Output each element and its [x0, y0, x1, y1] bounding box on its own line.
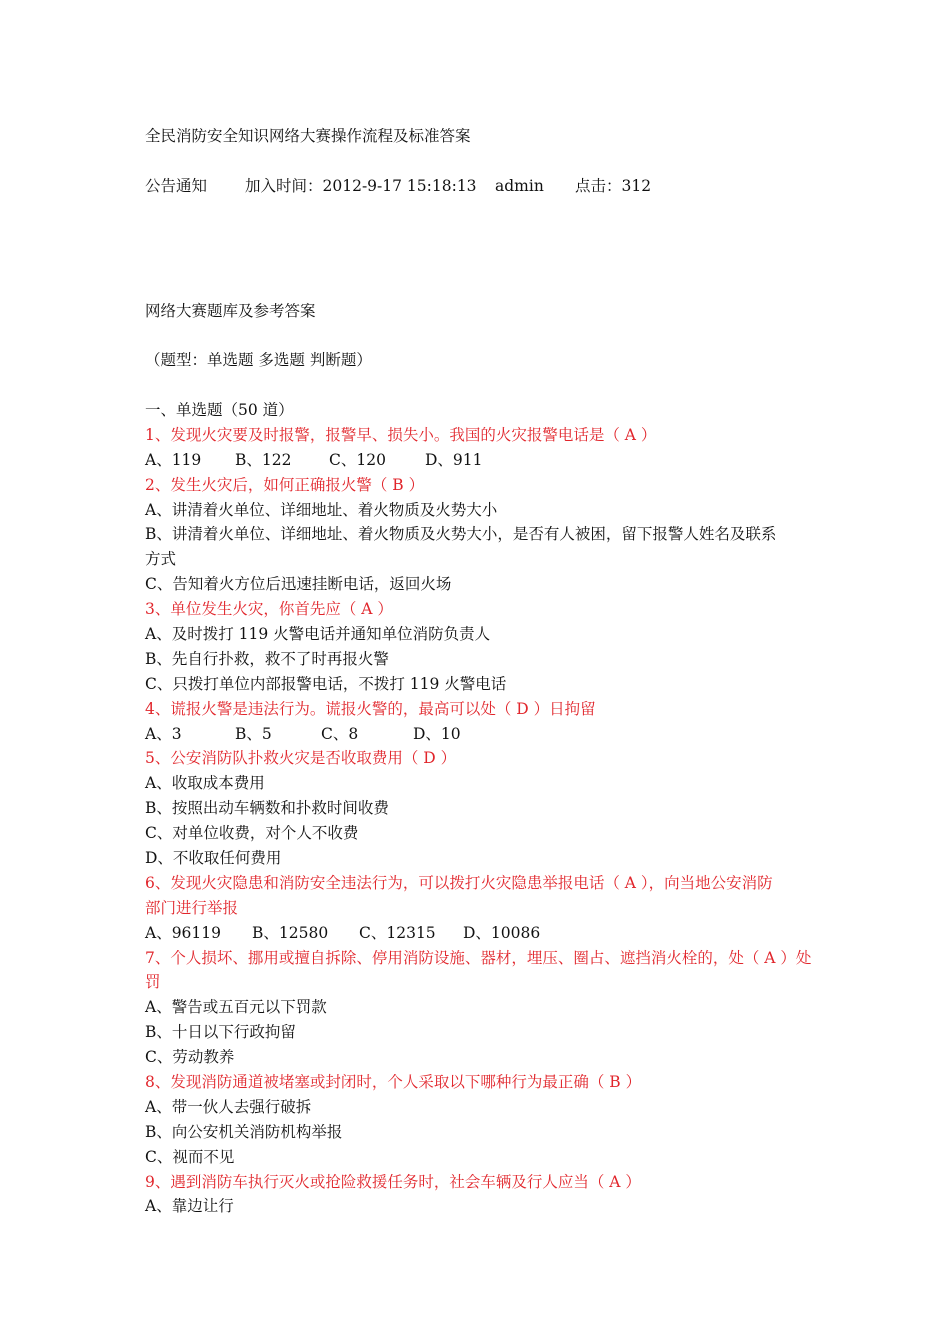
question-bank-title: 网络大赛题库及参考答案: [145, 302, 316, 320]
question-5-option: B、按照出动车辆数和扑救时间收费: [145, 799, 389, 817]
option: D、10: [413, 725, 461, 743]
question-7-option: B、十日以下行政拘留: [145, 1023, 296, 1041]
question-5: 5、公安消防队扑救火灾是否收取费用（ D ）: [145, 749, 457, 767]
article-meta: [145, 174, 651, 198]
question-5-option: C、对单位收费，对个人不收费: [145, 824, 359, 842]
question-5-option: A、收取成本费用: [145, 774, 265, 792]
question-8-option: A、带一伙人去强行破拆: [145, 1098, 312, 1116]
question-3: 3、单位发生火灾，你首先应（ A ）: [145, 600, 393, 618]
meta-added-time: 加入时间：2012-9-17 15:18:13: [245, 177, 477, 195]
meta-category: 公告通知: [145, 177, 208, 195]
question-3-option: A、及时拨打 119 火警电话并通知单位消防负责人: [145, 625, 491, 643]
question-1-options: [145, 448, 483, 472]
question-2-option: B、讲清着火单位、详细地址、着火物质及火势大小，是否有人被困，留下报警人姓名及联系: [145, 525, 777, 543]
question-6-options: [145, 921, 540, 945]
question-7: 7、个人损坏、挪用或擅自拆除、停用消防设施、器材，埋压、圈占、遮挡消火栓的，处（ A ）处: [145, 949, 812, 967]
meta-clicks: 点击：312: [575, 177, 652, 195]
meta-author: admin: [495, 177, 544, 195]
question-3-option: B、先自行扑救，救不了时再报火警: [145, 650, 389, 668]
question-6: 6、发现火灾隐患和消防安全违法行为，可以拨打火灾隐患举报电话（ A ），向当地公安消防: [145, 874, 773, 892]
option: A、3: [145, 725, 182, 743]
article-title: 全民消防安全知识网络大赛操作流程及标准答案: [145, 127, 471, 145]
section-title: 一、单选题（50 道）: [145, 401, 294, 419]
question-6-continued: 部门进行举报: [145, 899, 239, 917]
question-4: 4、谎报火警是违法行为。谎报火警的，最高可以处（ D ）日拘留: [145, 700, 596, 718]
question-2-option: C、告知着火方位后迅速挂断电话，返回火场: [145, 575, 452, 593]
option: C、12315: [359, 924, 436, 942]
question-3-option: C、只拨打单位内部报警电话，不拨打 119 火警电话: [145, 675, 507, 693]
question-types-line: （题型：单选题 多选题 判断题）: [145, 351, 372, 369]
question-9: 9、遇到消防车执行灭火或抢险救援任务时，社会车辆及行人应当（ A ）: [145, 1173, 641, 1191]
question-4-options: [145, 722, 461, 746]
option: B、12580: [252, 924, 329, 942]
option: D、10086: [463, 924, 541, 942]
option: B、5: [235, 725, 272, 743]
question-8: 8、发现消防通道被堵塞或封闭时，个人采取以下哪种行为最正确（ B ）: [145, 1073, 642, 1091]
question-7-continued: 罚: [145, 973, 161, 991]
question-1: 1、发现火灾要及时报警，报警早、损失小。我国的火灾报警电话是（ A ）: [145, 426, 657, 444]
option: A、119: [145, 451, 202, 469]
question-5-option: D、不收取任何费用: [145, 849, 282, 867]
option: C、120: [329, 451, 386, 469]
question-8-option: C、视而不见: [145, 1148, 235, 1166]
question-2: 2、发生火灾后，如何正确报火警（ B ）: [145, 476, 425, 494]
option: B、122: [235, 451, 292, 469]
question-2-option: A、讲清着火单位、详细地址、着火物质及火势大小: [145, 501, 498, 519]
option: A、96119: [145, 924, 222, 942]
question-7-option: A、警告或五百元以下罚款: [145, 998, 327, 1016]
option: D、911: [425, 451, 483, 469]
question-9-option: A、靠边让行: [145, 1197, 234, 1215]
option: C、8: [321, 725, 359, 743]
question-2-option: 方式: [145, 550, 177, 568]
question-7-option: C、劳动教养: [145, 1048, 235, 1066]
question-8-option: B、向公安机关消防机构举报: [145, 1123, 343, 1141]
